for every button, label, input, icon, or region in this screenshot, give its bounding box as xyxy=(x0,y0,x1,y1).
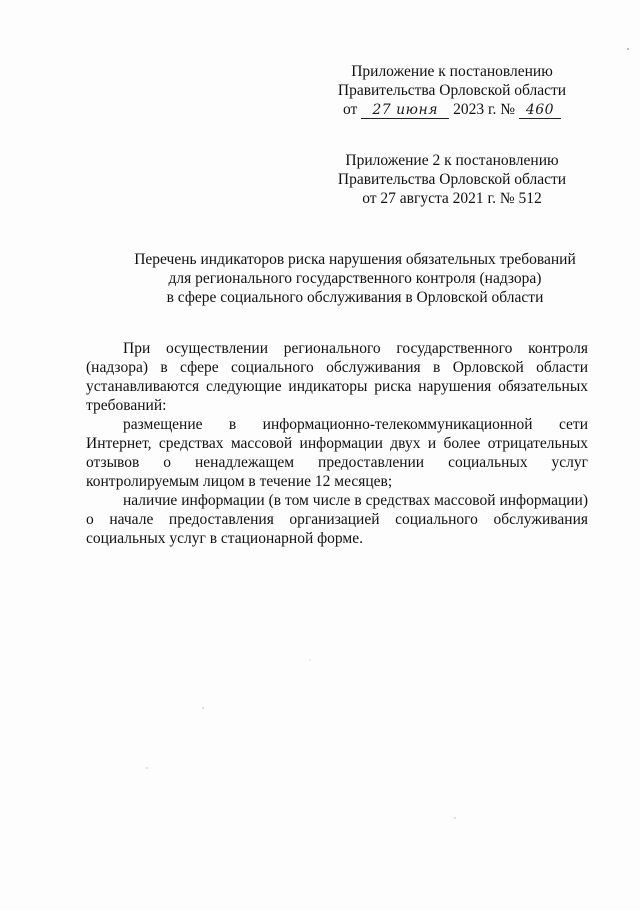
paragraph-indicator-2: наличие информации (в том числе в средствах массовой информации) о начале предоставления организацией социального обслуживания социальных услуг в стационарной форме. xyxy=(86,492,588,547)
document-body xyxy=(86,339,588,548)
appendix-original-line-2: Правительства Орловской области xyxy=(337,171,567,188)
handwritten-date: 27 июня xyxy=(361,103,449,119)
appendix-original-header xyxy=(336,151,568,208)
date-prefix: от xyxy=(343,101,358,118)
year-number-label: 2023 г. № xyxy=(453,101,516,118)
document-title xyxy=(120,250,590,307)
appendix-line-2: Правительства Орловской области xyxy=(337,82,567,99)
title-line-1: Перечень индикаторов риска нарушения обязательных требований xyxy=(134,251,576,268)
title-line-2: для регионального государственного контроля (надзора) xyxy=(168,270,542,287)
appendix-current-header xyxy=(336,62,568,119)
appendix-line-1: Приложение к постановлению xyxy=(351,63,553,80)
handwritten-number: 460 xyxy=(519,103,561,119)
paragraph-indicator-1: размещение в информационно-телекоммуникационной сети Интернет, средствах массовой информации двух и более отрицательных отзывов о ненадлежащем предоставлении социальных услуг контролируемым лицом в течение 12 месяцев; xyxy=(86,416,588,490)
appendix-original-line-1: Приложение 2 к постановлению xyxy=(345,152,559,169)
appendix-date-line xyxy=(336,100,568,119)
appendix-original-line-3: от 27 августа 2021 г. № 512 xyxy=(362,190,542,207)
title-line-3: в сфере социального обслуживания в Орловской области xyxy=(166,289,544,306)
paragraph-intro: При осуществлении регионального государственного контроля (надзора) в сфере социального обслуживания в Орловской области устанавливаются следующие индикаторы риска нарушения обязательных требований: xyxy=(86,340,588,414)
